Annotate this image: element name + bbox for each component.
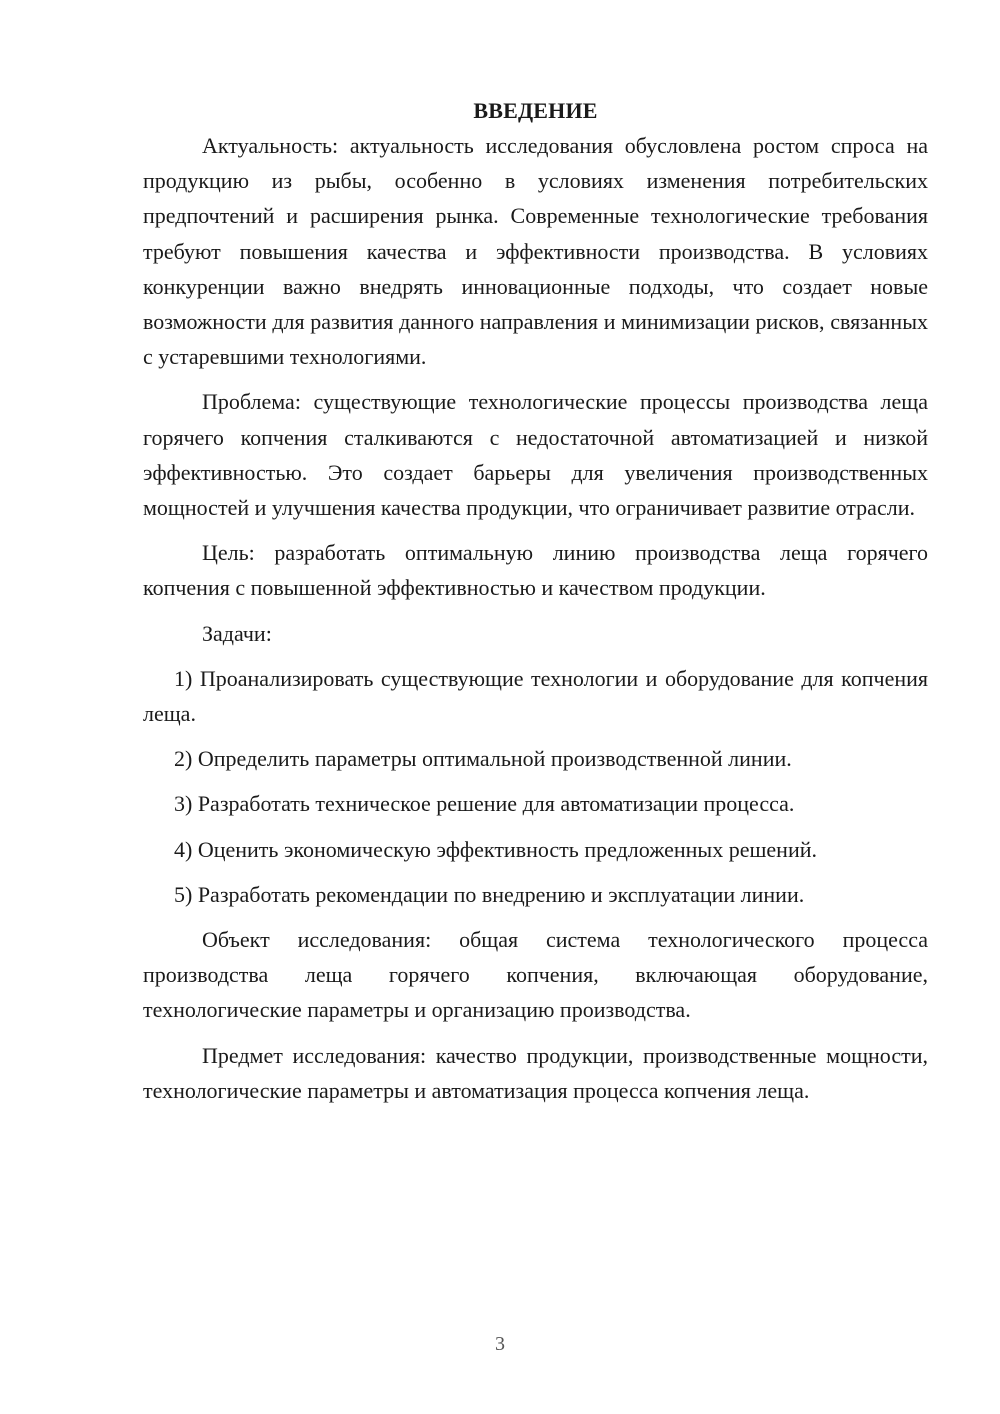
- paragraph-subject: Предмет исследования: качество продукции, производственные мощности, технологические параметры и автоматизация процесса копчения леща.: [143, 1042, 928, 1103]
- paragraph-object: Объект исследования: общая система технологического процесса производства леща горячего копчения, включающая оборудование, технологические параметры и организацию производства.: [143, 927, 928, 1023]
- task-item: 2) Определить параметры оптимальной производственной линии.: [174, 746, 792, 772]
- paragraph-problem: Проблема: существующие технологические процессы производства леща горячего копчения сталкиваются с недостаточной автоматизацией и низкой эффективностью. Это создает барьеры для увеличения производственных мощностей и улучшения качества продукции, что ограничивает развитие отрасли.: [143, 389, 928, 521]
- page-number: 3: [495, 1333, 505, 1355]
- task-item: 4) Оценить экономическую эффективность предложенных решений.: [174, 836, 817, 862]
- task-item: 1) Проанализировать существующие технологии и оборудование для копчения леща.: [143, 665, 928, 727]
- paragraph-tasks-label: Задачи:: [202, 620, 272, 646]
- task-item: 3) Разработать техническое решение для автоматизации процесса.: [174, 791, 795, 817]
- task-item: 5) Разработать рекомендации по внедрению и эксплуатации линии.: [174, 881, 805, 907]
- paragraph-relevance: Актуальность: актуальность исследования обусловлена ростом спроса на продукцию из рыбы, особенно в условиях изменения потребительских предпочтений и расширения рынка. Современные технологические требования требуют повышения качества и эффективности производства. В условиях конкуренции важно внедрять инновационные подходы, что создает новые возможности для развития данного направления и минимизации рисков, связанных с устаревшими технологиями.: [143, 133, 928, 370]
- paragraph-goal: Цель: разработать оптимальную линию производства леща горячего копчения с повышенной эффективностью и качеством продукции.: [143, 540, 928, 601]
- section-heading: ВВЕДЕНИЕ: [473, 98, 598, 123]
- document-page: [143, 93, 928, 1118]
